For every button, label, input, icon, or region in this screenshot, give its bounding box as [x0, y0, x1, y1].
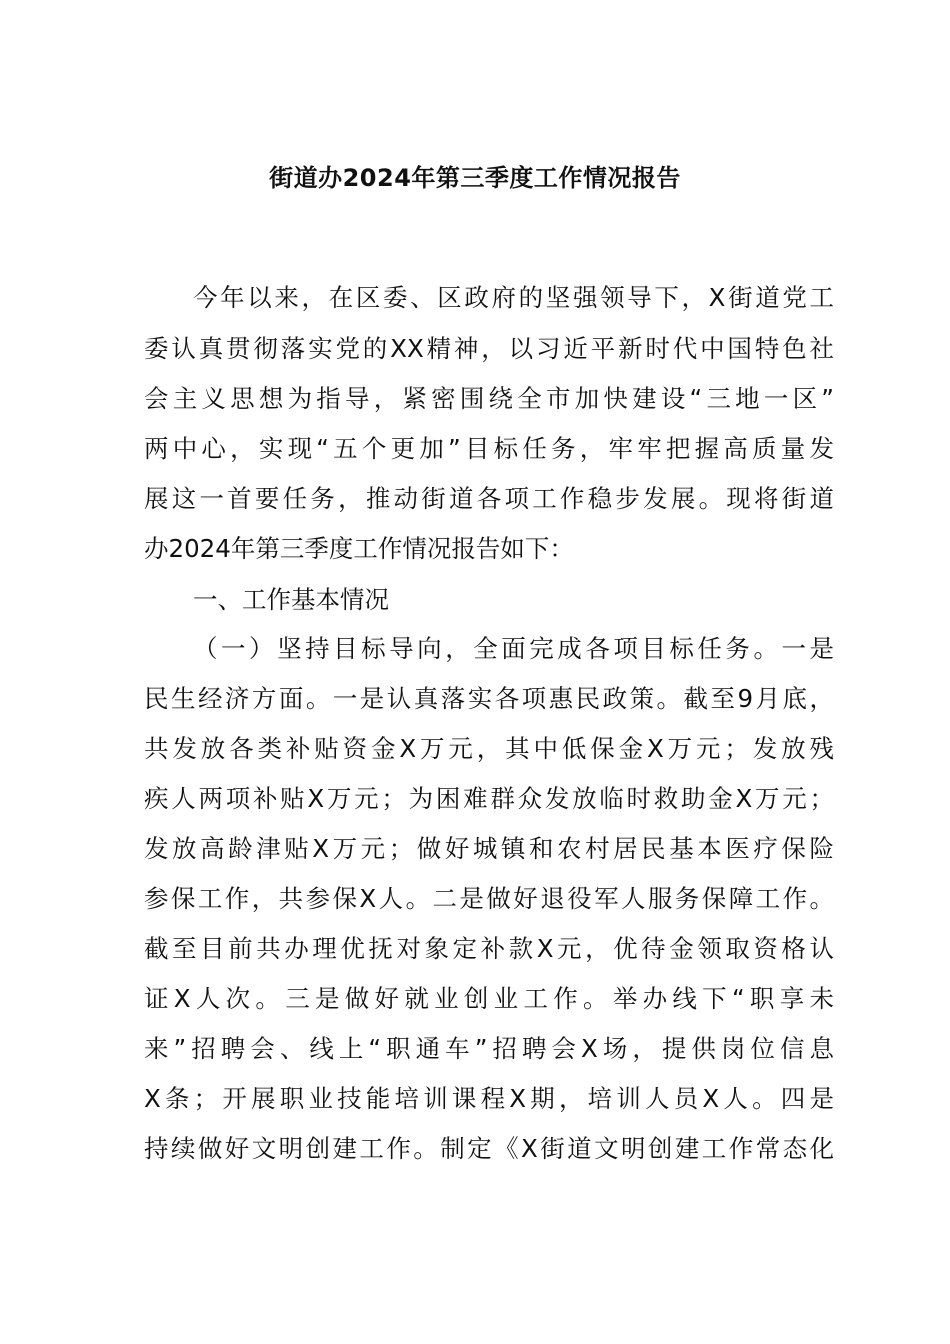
- paragraph-line: 民生经济方面。一是认真落实各项惠民政策。截至9月底，: [144, 684, 834, 713]
- paragraph-line: X条；开展职业技能培训课程X期，培训人员X人。四是: [144, 1084, 834, 1113]
- paragraph-line: 来”招聘会、线上“职通车”招聘会X场，提供岗位信息: [144, 1034, 834, 1063]
- paragraph-line: 疾人两项补贴X万元；为困难群众发放临时救助金X万元；: [144, 784, 834, 813]
- section-heading: 一、工作基本情况: [193, 585, 389, 614]
- paragraph-line: 参保工作，共参保X人。二是做好退役军人服务保障工作。: [144, 884, 834, 913]
- paragraph-line: 两中心，实现“五个更加”目标任务，牢牢把握高质量发: [144, 434, 834, 463]
- paragraph-line: （一）坚持目标导向，全面完成各项目标任务。一是: [193, 634, 834, 663]
- paragraph-line: 办2024年第三季度工作情况报告如下：: [144, 534, 574, 563]
- paragraph-line: 证X人次。三是做好就业创业工作。举办线下“职享未: [144, 984, 834, 1013]
- paragraph-line: 共发放各类补贴资金X万元，其中低保金X万元；发放残: [144, 734, 834, 763]
- paragraph-line: 发放高龄津贴X万元；做好城镇和农村居民基本医疗保险: [144, 834, 834, 863]
- document-title: 街道办2024年第三季度工作情况报告: [269, 164, 681, 192]
- paragraph-line: 会主义思想为指导，紧密围绕全市加快建设“三地一区”: [144, 384, 834, 413]
- paragraph-line: 展这一首要任务，推动街道各项工作稳步发展。现将街道: [144, 484, 834, 513]
- paragraph-line: 委认真贯彻落实党的XX精神，以习近平新时代中国特色社: [144, 334, 834, 363]
- paragraph-line: 截至目前共办理优抚对象定补款X元，优待金领取资格认: [144, 934, 834, 963]
- paragraph-line: 今年以来，在区委、区政府的坚强领导下，X街道党工: [193, 283, 834, 312]
- paragraph-line: 持续做好文明创建工作。制定《X街道文明创建工作常态化: [144, 1134, 834, 1163]
